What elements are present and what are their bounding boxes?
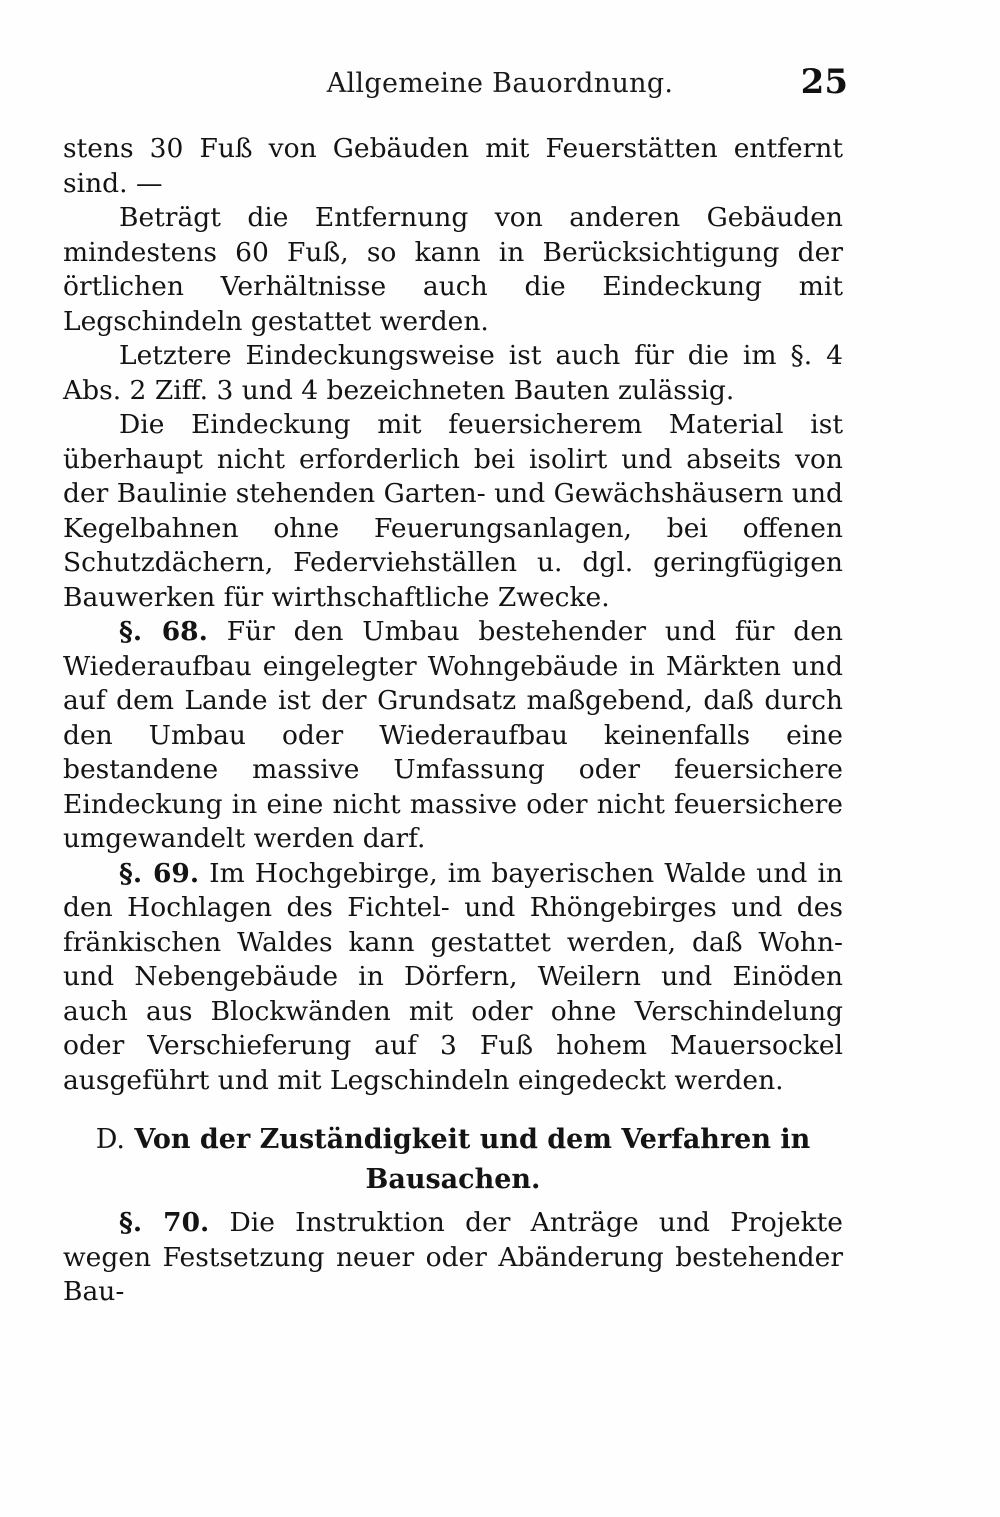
section-69-label: §. 69. xyxy=(119,857,200,889)
chapter-letter: D. xyxy=(95,1124,125,1155)
paragraph-distance: Beträgt die Entfernung von anderen Gebäuden mindestens 60 Fuß, so kann in Berücksichtigung der örtlichen Verhältnisse auch die Eindeckung mit Legschindeln gestattet werden. xyxy=(63,202,843,337)
running-title: Allgemeine Bauordnung. xyxy=(326,68,674,99)
page-number: 25 xyxy=(800,62,848,102)
section-68-label: §. 68. xyxy=(119,616,208,647)
section-69-text: Im Hochgebirge, im bayerischen Walde und in den Hochlagen des Fichtel- und Rhöngebirges und des fränkischen Waldes kann gestattet werden, daß Wohn- und Nebengebäude in Dörfern, Weilern und Einöden auch aus Blockwänden mit oder ohne Verschindelung oder Verschieferung auf 3 Fuß hohem Mauersockel ausgeführt und mit Legschindeln eingedeckt werden. xyxy=(63,857,843,1096)
paragraph-roofing-mode: Letztere Eindeckungsweise ist auch für die im §. 4 Abs. 2 Ziff. 3 und 4 bezeichneten Bauten zulässig. xyxy=(63,340,843,406)
section-68-text: Für den Umbau bestehender und für den Wiederaufbau eingelegter Wohngebäude in Märkten und auf dem Lande ist der Grundsatz maßgebend, daß durch den Umbau oder Wiederaufbau keinenfalls eine bestandene massive Umfassung oder feuersichere Eindeckung in eine nicht massive oder nicht feuersichere umgewandelt werden darf. xyxy=(63,616,843,854)
section-68 xyxy=(63,615,843,857)
section-70-text: Die Instruktion der Anträge und Projekte wegen Festsetzung neuer oder Abänderung bestehender Bau- xyxy=(63,1207,843,1307)
section-70-label: §. 70. xyxy=(119,1207,210,1238)
paragraph-fireproof-material: Die Eindeckung mit feuersicherem Material ist überhaupt nicht erforderlich bei isolirt und abseits von der Baulinie stehenden Garten- und Gewächshäusern und Kegelbahnen ohne Feuerungsanlagen, bei offenen Schutzdächern, Federviehställen u. dgl. geringfügigen Bauwerken für wirthschaftliche Zwecke. xyxy=(63,409,843,613)
body-text xyxy=(63,132,843,1310)
chapter-title: Von der Zuständigkeit und dem Verfahren in Bausachen. xyxy=(134,1124,811,1195)
section-69 xyxy=(63,857,843,1099)
chapter-heading xyxy=(63,1120,843,1200)
section-70 xyxy=(63,1206,843,1310)
page-header xyxy=(0,58,1000,108)
paragraph-continued: stens 30 Fuß von Gebäuden mit Feuerstätten entfernt sind. — xyxy=(63,133,843,199)
